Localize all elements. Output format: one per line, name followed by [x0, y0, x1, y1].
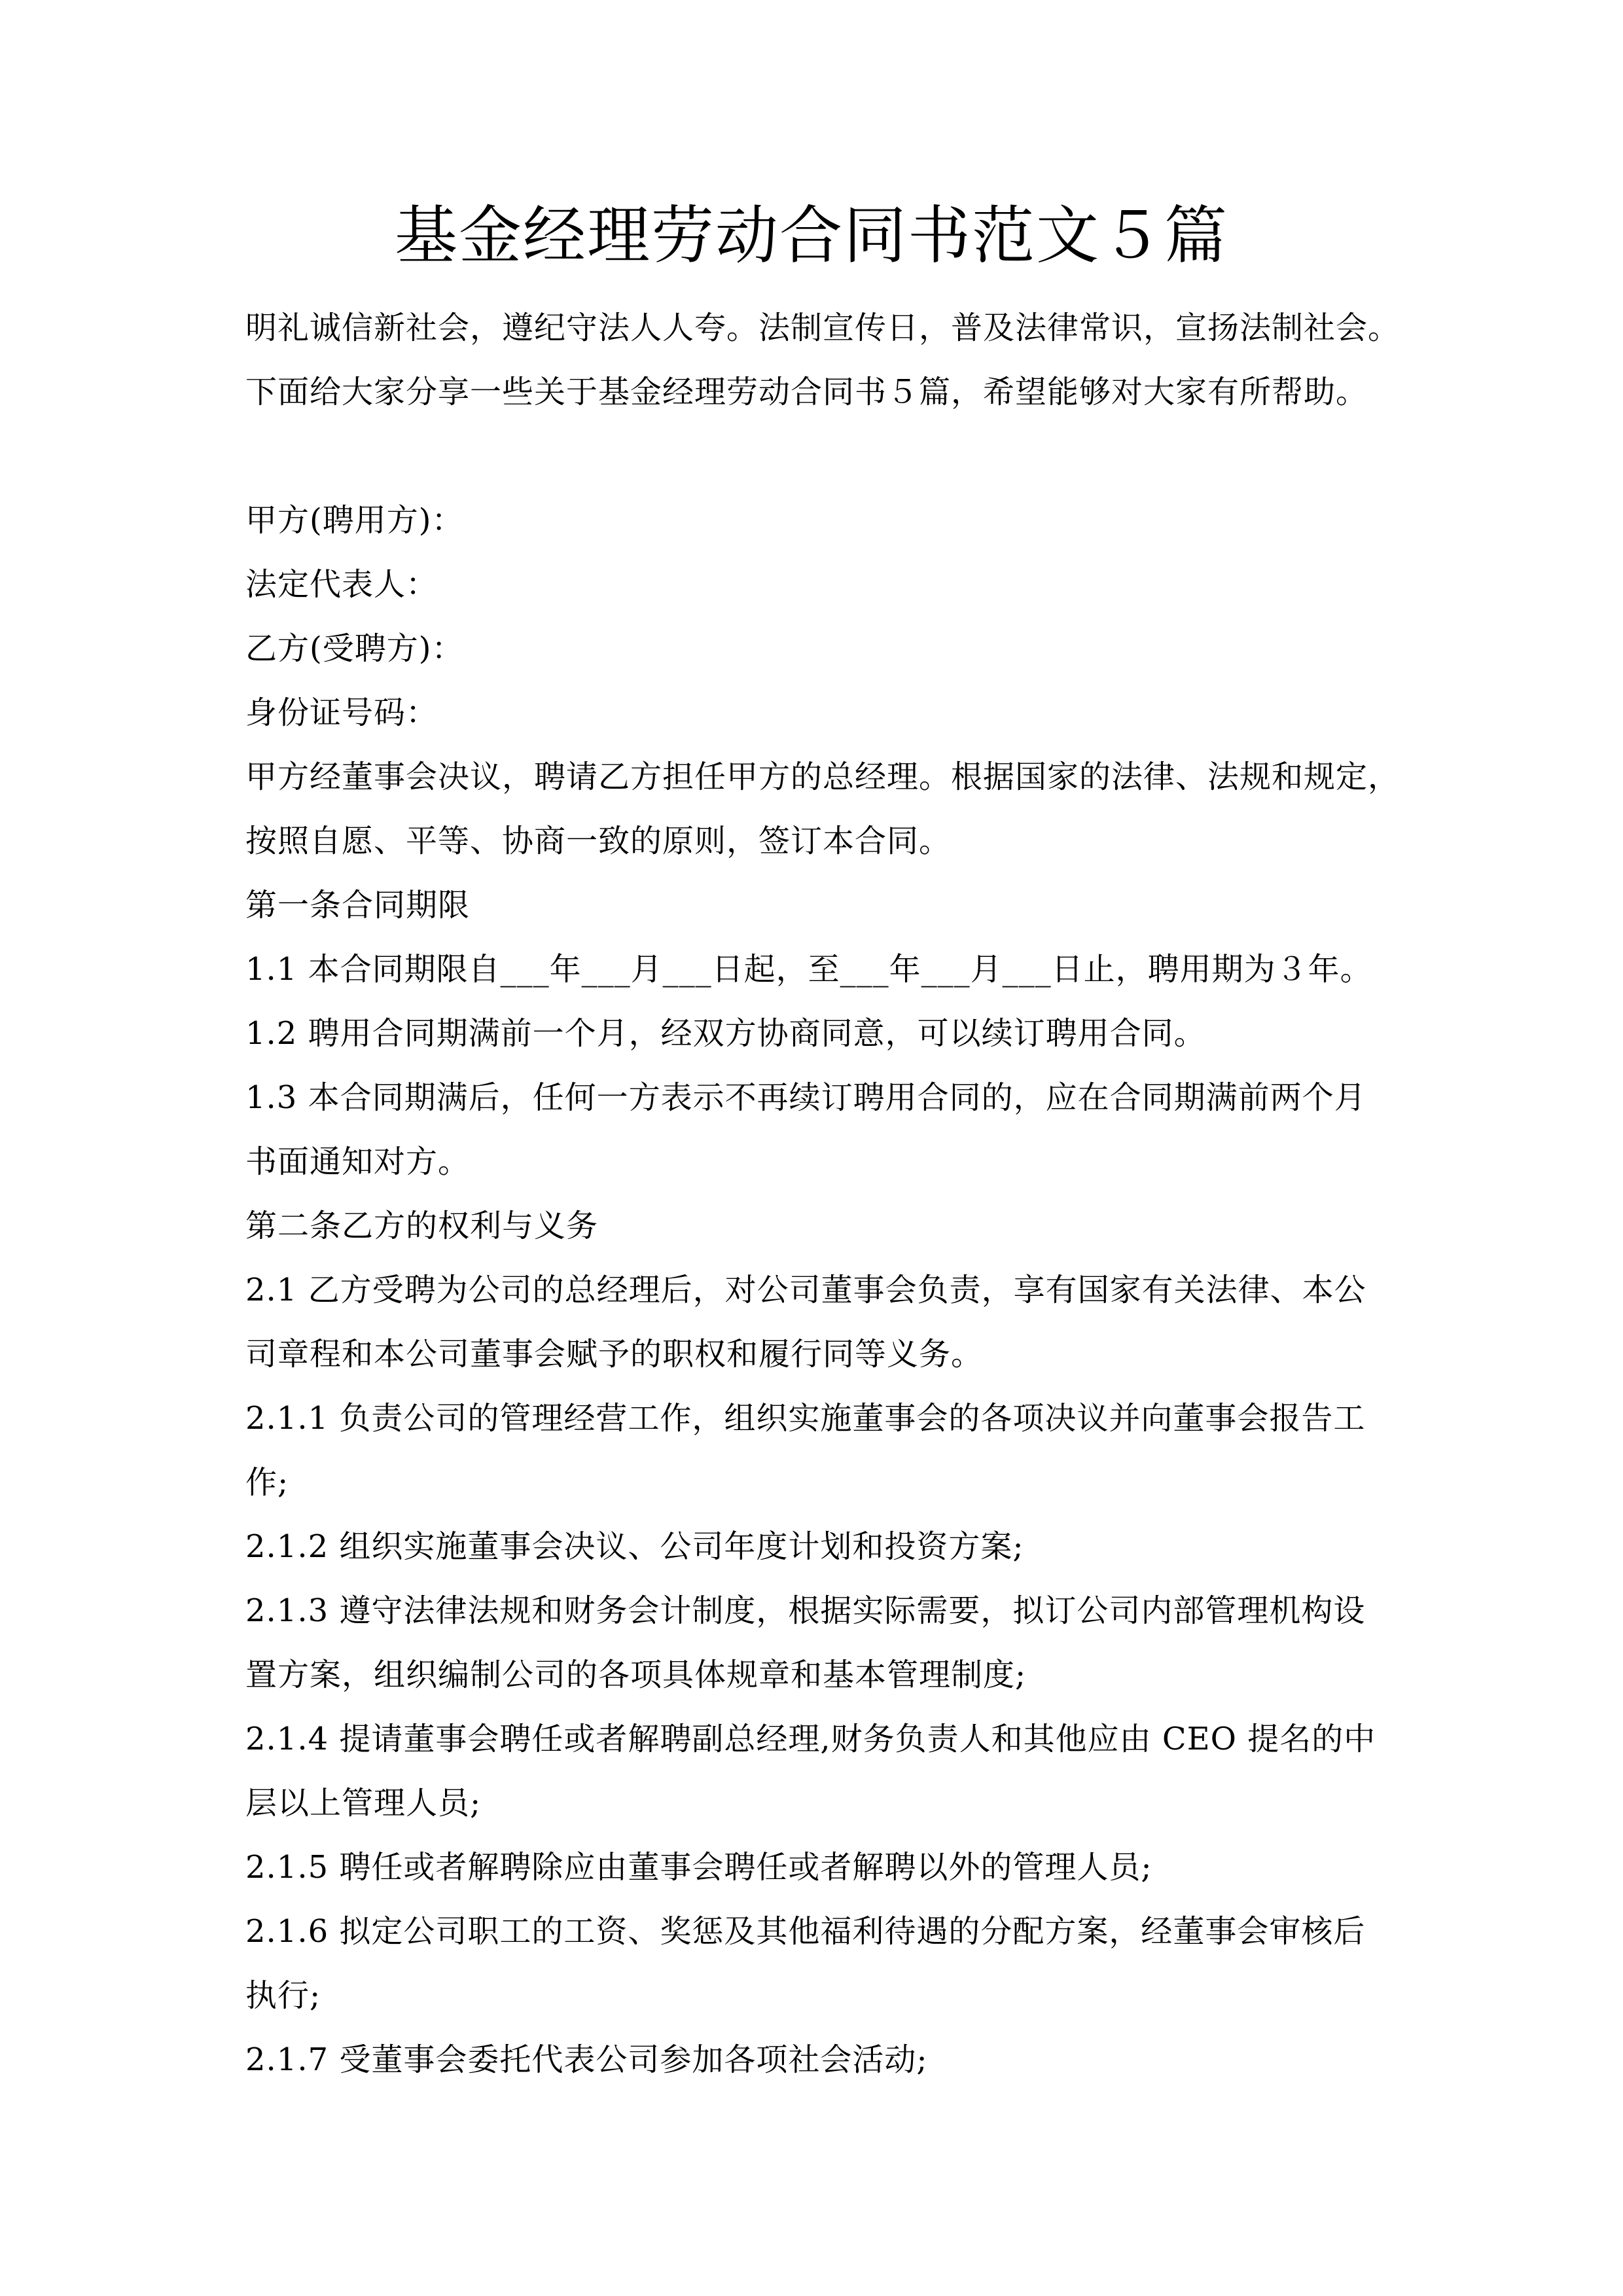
- article-2-line: 作;: [245, 1464, 289, 1501]
- document-body: [245, 296, 1400, 2092]
- document-title: 基金经理劳动合同书范文５篇: [395, 199, 1228, 272]
- article-2-line: 2.1.7 受董事会委托代表公司参加各项社会活动;: [245, 2041, 928, 2078]
- intro-line: 下面给大家分享一些关于基金经理劳动合同书５篇，希望能够对大家有所帮助。: [245, 374, 1368, 410]
- article-2-line: 层以上管理人员;: [245, 1785, 482, 1821]
- article-2-line: 置方案，组织编制公司的各项具体规章和基本管理制度;: [245, 1657, 1027, 1693]
- article-2-line: 2.1.4 提请董事会聘任或者解聘副总经理,财务负责人和其他应由 CEO 提名的中: [245, 1721, 1376, 1757]
- legal-representative-field: 法定代表人：: [245, 566, 438, 603]
- article-2-line: 2.1.2 组织实施董事会决议、公司年度计划和投资方案;: [245, 1528, 1024, 1565]
- article-2-line: 2.1.3 遵守法律法规和财务会计制度，根据实际需要，拟订公司内部管理机构设: [245, 1592, 1366, 1629]
- party-a-field: 甲方(聘用方)：: [245, 502, 464, 539]
- article-2-line: 2.1.5 聘任或者解聘除应由董事会聘任或者解聘以外的管理人员;: [245, 1849, 1152, 1886]
- party-b-field: 乙方(受聘方)：: [245, 630, 464, 667]
- preamble-line: 按照自愿、平等、协商一致的原则，签订本合同。: [245, 823, 952, 859]
- article-1-line: 1.1 本合同期限自___年___月___日起，至___年___月___日止，聘用期为３年。: [245, 951, 1372, 988]
- article-1-line: 1.2 聘用合同期满前一个月，经双方协商同意，可以续订聘用合同。: [245, 1015, 1206, 1052]
- article-2-heading: 第二条乙方的权利与义务: [245, 1208, 599, 1244]
- article-2-line: 司章程和本公司董事会赋予的职权和履行同等义务。: [245, 1336, 984, 1372]
- id-number-field: 身份证号码：: [245, 694, 438, 731]
- article-2-line: 2.1 乙方受聘为公司的总经理后，对公司董事会负责，享有国家有关法律、本公: [245, 1272, 1366, 1308]
- article-1-heading: 第一条合同期限: [245, 887, 471, 924]
- article-1-line: 1.3 本合同期满后，任何一方表示不再续订聘用合同的，应在合同期满前两个月: [245, 1079, 1366, 1116]
- intro-line: 明礼诚信新社会，遵纪守法人人夸。法制宣传日，普及法律常识，宣扬法制社会。: [245, 310, 1400, 346]
- article-2-line: 执行;: [245, 1977, 321, 2014]
- article-2-line: 2.1.1 负责公司的管理经营工作，组织实施董事会的各项决议并向董事会报告工: [245, 1400, 1366, 1437]
- preamble-line: 甲方经董事会决议，聘请乙方担任甲方的总经理。根据国家的法律、法规和规定，: [245, 759, 1400, 795]
- article-1-line: 书面通知对方。: [245, 1143, 471, 1180]
- article-2-line: 2.1.6 拟定公司职工的工资、奖惩及其他福利待遇的分配方案，经董事会审核后: [245, 1913, 1366, 1950]
- blank-line: [245, 424, 1384, 488]
